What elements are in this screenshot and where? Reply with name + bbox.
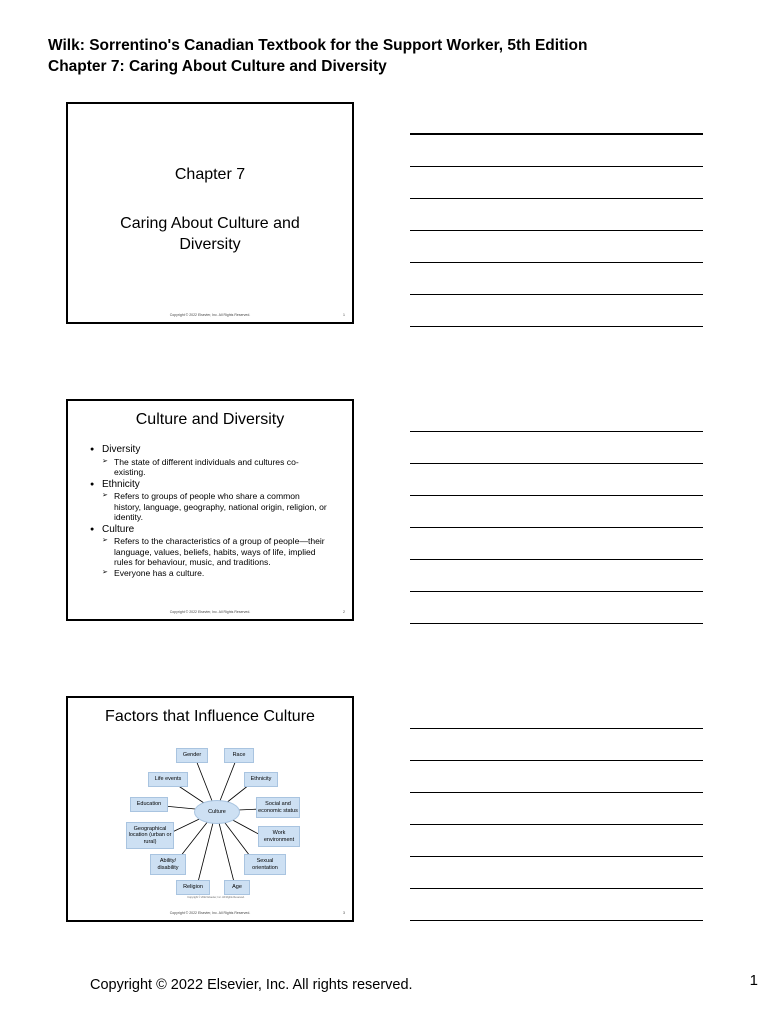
note-line <box>410 888 703 889</box>
slide-1-subtitle: Caring About Culture and Diversity <box>120 215 300 253</box>
header-chapter-title: Chapter 7: Caring About Culture and Diversity <box>48 58 387 75</box>
note-line <box>410 824 703 825</box>
factor-social-economic-status: Social and economic status <box>256 797 300 818</box>
slide-1-chapter: Chapter 7 <box>174 166 246 183</box>
sub-bullet: ➢ The state of different individuals and cultures co-existing. <box>90 457 328 478</box>
bullet-culture: ● Culture <box>90 524 328 537</box>
slide-3-title: Factors that Influence Culture <box>105 708 315 725</box>
bullet-ethnicity: ● Ethnicity <box>90 479 328 492</box>
note-line <box>410 495 703 496</box>
note-line <box>410 792 703 793</box>
slide-3-number: 3 <box>343 911 345 915</box>
note-line <box>410 527 703 528</box>
note-line <box>410 920 703 921</box>
note-line <box>410 760 703 761</box>
note-line <box>410 262 703 263</box>
note-line <box>410 431 703 432</box>
note-line <box>410 294 703 295</box>
note-line <box>410 230 703 231</box>
factor-religion: Religion <box>176 880 210 895</box>
slide-1-number: 1 <box>343 313 345 317</box>
slide-2-footer: Copyright © 2022 Elsevier, Inc. All Rights Reserved. <box>169 610 251 614</box>
slide-2-bullets <box>90 443 328 578</box>
slide-1 <box>66 102 354 324</box>
sub-bullet: ➢ Everyone has a culture. <box>90 568 328 579</box>
culture-factors-diagram <box>126 742 306 902</box>
note-line <box>410 133 703 135</box>
note-line <box>410 198 703 199</box>
note-line <box>410 591 703 592</box>
slide-3 <box>66 696 354 922</box>
factor-age: Age <box>224 880 250 895</box>
bullet-diversity: ● Diversity <box>90 444 328 457</box>
factor-education: Education <box>130 797 168 812</box>
header-book-title: Wilk: Sorrentino's Canadian Textbook for the Support Worker, 5th Edition <box>48 37 588 54</box>
factor-gender: Gender <box>176 748 208 763</box>
document-header <box>48 35 587 77</box>
slide-2-number: 2 <box>343 610 345 614</box>
note-line <box>410 728 703 729</box>
note-line <box>410 623 703 624</box>
diagram-credit: Copyright © 2022 Elsevier, Inc. All Rights Reserved. <box>187 896 245 899</box>
sub-bullet: ➢ Refers to the characteristics of a group of people—their language, values, beliefs, habits, ways of life, implied rules for behaviour, music, and traditions. <box>90 536 328 568</box>
note-line <box>410 166 703 167</box>
note-line <box>410 463 703 464</box>
factor-ability-disability: Ability/ disability <box>150 854 186 875</box>
note-line <box>410 326 703 327</box>
factor-race: Race <box>224 748 254 763</box>
note-line <box>410 856 703 857</box>
diagram-center-culture: Culture <box>194 800 240 824</box>
slide-3-footer: Copyright © 2022 Elsevier, Inc. All Rights Reserved. <box>169 911 251 915</box>
note-line <box>410 559 703 560</box>
slide-2-title: Culture and Diversity <box>135 411 285 428</box>
slide-2 <box>66 399 354 621</box>
page-copyright: Copyright © 2022 Elsevier, Inc. All rights reserved. <box>90 977 413 993</box>
factor-work-environment: Work environment <box>258 826 300 847</box>
factor-life-events: Life events <box>148 772 188 787</box>
slide-1-footer: Copyright © 2022 Elsevier, Inc. All Rights Reserved. <box>169 313 251 317</box>
sub-bullet: ➢ Refers to groups of people who share a common history, language, geography, national origin, religion, or identity. <box>90 491 328 523</box>
factor-ethnicity: Ethnicity <box>244 772 278 787</box>
page-number: 1 <box>749 972 758 989</box>
factor-geographical-location: Geographical location (urban or rural) <box>126 822 174 849</box>
factor-sexual-orientation: Sexual orientation <box>244 854 286 875</box>
